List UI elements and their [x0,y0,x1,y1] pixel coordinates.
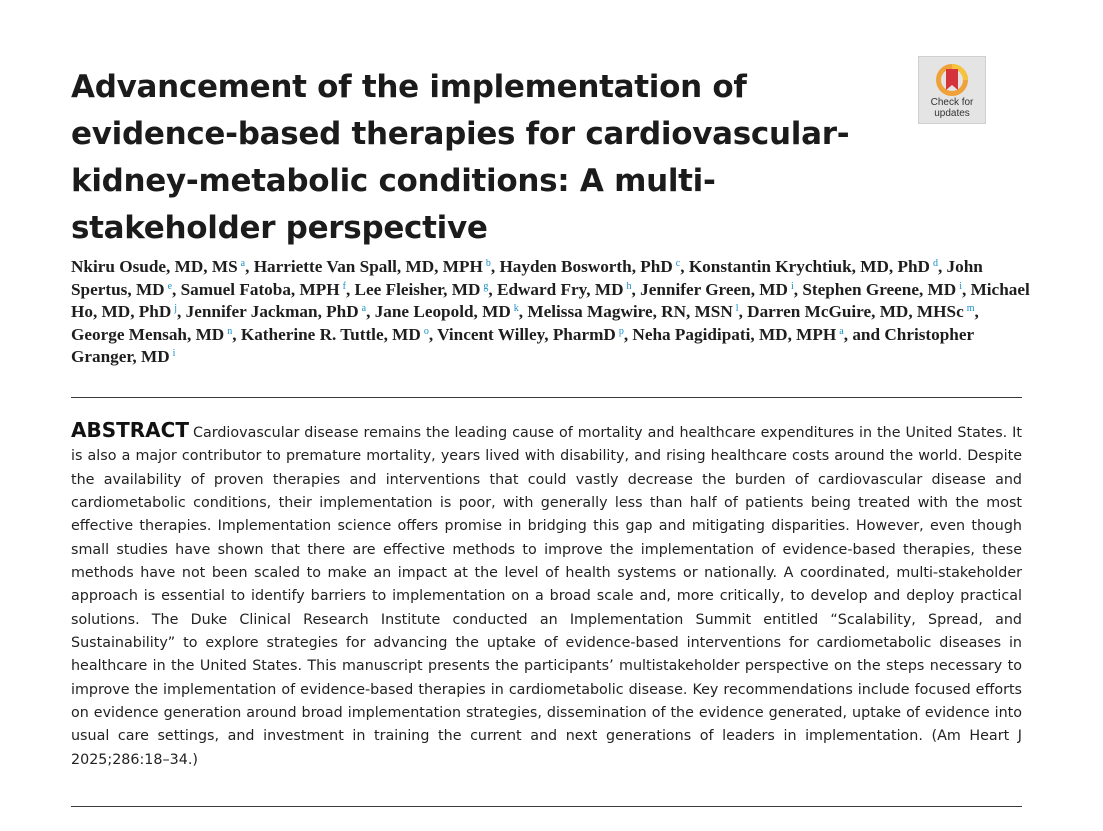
author-affiliation-marker[interactable]: d [932,258,938,269]
author-affiliation-marker[interactable]: f [342,280,346,292]
author-name: Neha Pagidipati, MD, MPH [632,324,837,344]
author-affiliation-marker[interactable]: j [174,303,178,315]
author-name: John Spertus, MD [71,257,983,299]
crossmark-icon [935,63,969,97]
author-affiliation-marker[interactable]: g [483,280,489,292]
author-affiliation-marker[interactable]: i [790,280,794,292]
author-affiliation-marker[interactable]: i [959,280,962,292]
author-name: Jennifer Jackman, PhD [185,302,359,322]
check-updates-line1: Check for [930,97,974,108]
author-name: Darren McGuire, MD, MHSc [747,302,964,322]
author-name: Konstantin Krychtiuk, MD, PhD [688,257,930,276]
author-name: Vincent Willey, PharmD [437,324,616,344]
abstract-paragraph [71,419,1022,772]
author-name: Katherine R. Tuttle, MD [240,324,421,344]
author-affiliation-marker[interactable]: a [240,258,246,269]
bottom-divider [71,806,1022,807]
author-name: Stephen Greene, MD [802,279,957,299]
author-affiliation-marker[interactable]: k [513,303,519,315]
author-affiliation-marker[interactable]: c [675,258,681,269]
author-affiliation-marker[interactable]: b [485,258,491,269]
author-affiliation-marker[interactable]: h [626,280,632,292]
check-updates-line2: updates [934,108,970,119]
author-affiliation-marker[interactable]: a [839,325,844,337]
author-affiliation-marker[interactable]: l [735,303,739,315]
author-list: Nkiru Osude, MD, MS $^a$, Harriette Van Spall, MD, MPH $^b$, Hayden Bosworth, PhD $^c$, Konstantin Krychtiuk, MD, PhD $^d$, John Spertus, MD $^e$, Samuel Fatoba, MPH $^f$, Lee Fleisher, MD $^g$, Edward Fry, MD $^h$, Jennifer Green, MD $^i$, Stephen Greene, MD $^i$, Michael Ho, MD, PhD $^j$, Jennifer Jackman, PhD $^a$, Jane Leopold, MD $^k$, Melissa Magwire, RN, MSN $^l$, Darren McGuire, MD, MHSc $^m$, George Mensah, MD $^n$, Katherine R. Tuttle, MD $^o$, Vincent Willey, PharmD $^p$, Neha Pagidipati, MD, MPH $^a$, and Christopher Granger, MD $^i$ [71,257,1030,367]
top-divider [71,397,1022,398]
abstract-text: Cardiovascular disease remains the leading cause of mortality and healthcare expenditures in the United States. It is also a major contributor to premature mortality, years lived with disability, and rising healthcare costs around the world. Despite the availability of proven therapies and interventions that could vastly decrease the burden of cardiovascular disease and cardiometabolic conditions, their implementation is poor, with generally less than half of patients being treated with the most effective therapies. Implementation science offers promise in bridging this gap and mitigating disparities. However, even though small studies have shown that there are effective methods to improve the implementation of evidence-based therapies, these methods have not been scaled to make an impact at the level of health systems or nationally. A coordinated, multi-stakeholder approach is essential to identify barriers to implementation on a broad scale and, more critically, to develop and deploy practical solutions. The Duke Clinical Research Institute conducted an Implementation Summit entitled “Scalability, Spread, and Sustainability” to explore strategies for advancing the uptake of evidence-based interventions for cardiometabolic diseases in healthcare in the United States. This manuscript presents the participants’ multistakeholder perspective on the steps necessary to improve the implementation of evidence-based therapies in cardiometabolic disease. Key recommendations include focused efforts on evidence generation around broad implementation strategies, dissemination of the evidence generated, uptake of evidence into usual care settings, and investment in training the current and next generations of leaders in implementation. [71,425,1022,745]
author-name: Nkiru Osude, MD, MS [71,257,238,276]
author-name: Melissa Magwire, RN, MSN [527,302,733,322]
author-affiliation-marker[interactable]: n [227,325,233,337]
author-affiliation-marker[interactable]: m [966,303,975,315]
author-name: Edward Fry, MD [497,279,624,299]
author-name: Harriette Van Spall, MD, MPH [253,257,483,276]
author-name: Lee Fleisher, MD [354,279,481,299]
check-for-updates-badge[interactable] [918,56,986,124]
author-name: Jane Leopold, MD [374,302,511,322]
author-affiliation-marker[interactable]: i [172,348,176,360]
author-name: Jennifer Green, MD [640,279,788,299]
author-affiliation-marker[interactable]: e [167,280,173,292]
author-name: Christopher Granger, MD [71,324,974,367]
abstract-heading: ABSTRACT [71,418,189,442]
author-affiliation-marker[interactable]: o [423,325,429,337]
author-name: George Mensah, MD [71,324,225,344]
author-name: Samuel Fatoba, MPH [180,279,340,299]
author-name: Michael Ho, MD, PhD [71,279,1030,322]
abstract-citation: (Am Heart J 2025;286:18–34.) [71,728,1022,768]
author-affiliation-marker[interactable]: a [361,303,367,315]
author-name: Hayden Bosworth, PhD [499,257,673,276]
article-title: Advancement of the implementation of evidence-based therapies for cardiovascular-kidney-metabolic conditions: A multi-stakeholder perspective [71,69,850,246]
author-affiliation-marker[interactable]: p [618,325,624,337]
